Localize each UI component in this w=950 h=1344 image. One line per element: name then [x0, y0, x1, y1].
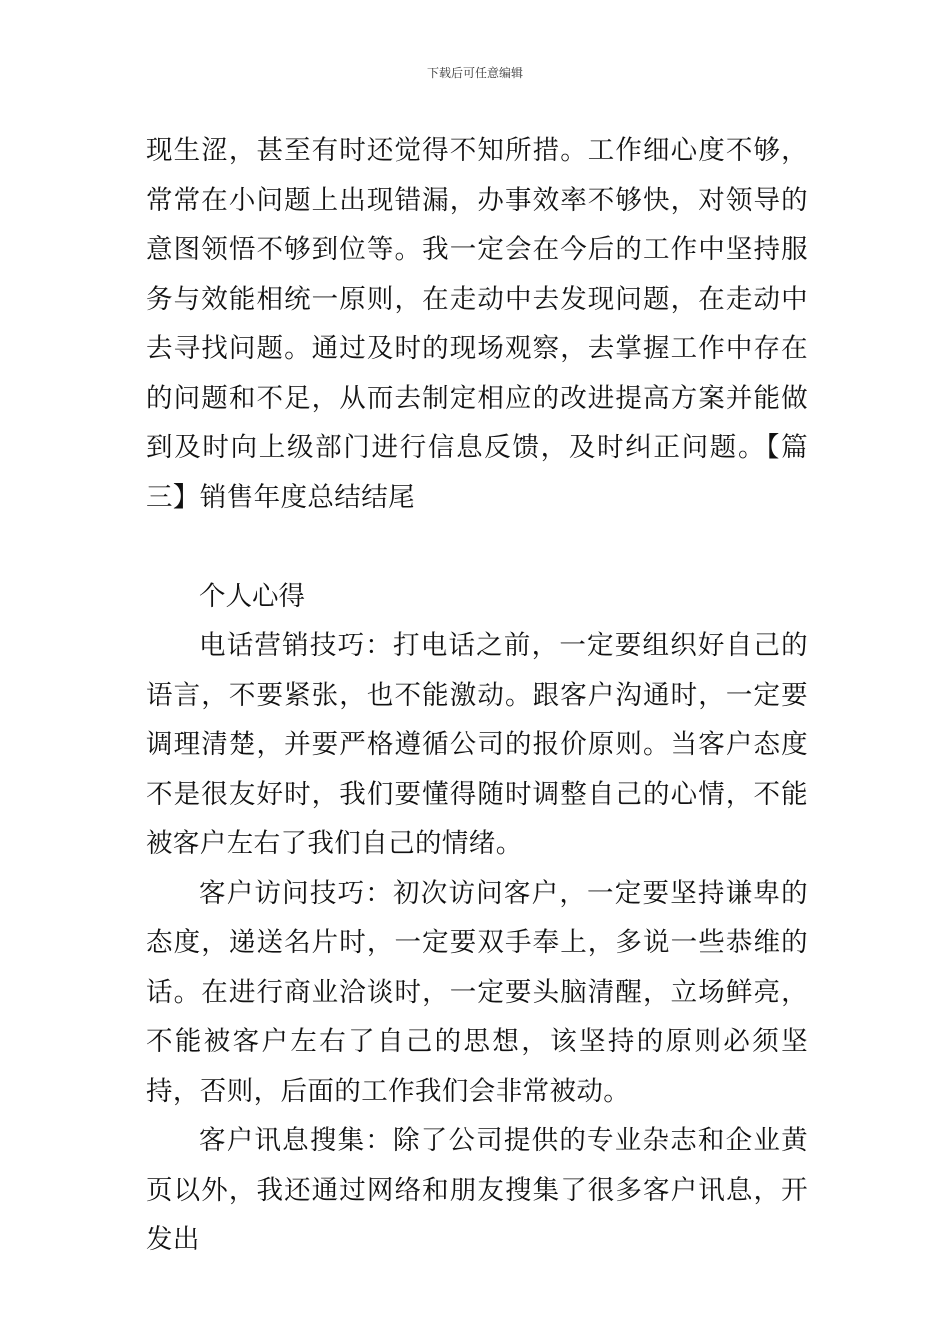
section-heading: 个人心得	[199, 580, 305, 612]
page-header-note: 下载后可任意编辑	[426, 66, 523, 80]
blank-line	[146, 522, 808, 572]
paragraph-client-info: 客户讯息搜集：除了公司提供的专业杂志和企业黄页以外，我还通过网络和朋友搜集了很多客户讯息，开发出	[146, 1125, 808, 1255]
paragraph-phone-sales: 电话营销技巧：打电话之前，一定要组织好自己的语言，不要紧张，也不能激动。跟客户沟通时，一定要调理清楚，并要严格遵循公司的报价原则。当客户态度不是很友好时，我们要懂得随时调整自己的心情，不能被客户左右了我们自己的情绪。	[146, 630, 808, 859]
paragraph-continued: 现生涩，甚至有时还觉得不知所措。工作细心度不够，常常在小问题上出现错漏，办事效率不够快，对领导的意图领悟不够到位等。我一定会在今后的工作中坚持服务与效能相统一原则，在走动中去发现问题，在走动中去寻找问题。通过及时的现场观察，去掌握工作中存在的问题和不足，从而去制定相应的改进提高方案并能做到及时向上级部门进行信息反馈，及时纠正问题。【篇三】销售年度总结结尾	[146, 135, 808, 513]
paragraph-client-visit: 客户访问技巧：初次访问客户，一定要坚持谦卑的态度，递送名片时，一定要双手奉上，多说一些恭维的话。在进行商业洽谈时，一定要头脑清醒，立场鲜亮，不能被客户左右了自己的思想，该坚持的原则必须坚持，否则，后面的工作我们会非常被动。	[146, 877, 808, 1107]
document-body	[146, 126, 808, 1265]
